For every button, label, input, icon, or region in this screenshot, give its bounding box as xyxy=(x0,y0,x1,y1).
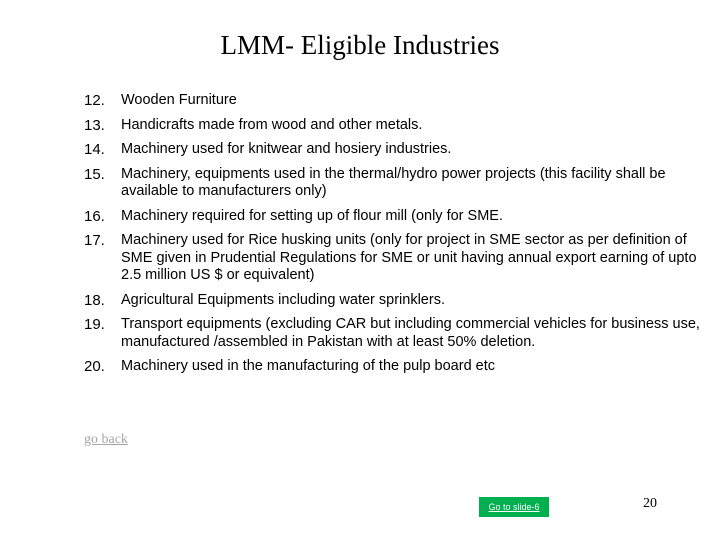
item-number: 19. xyxy=(84,316,105,333)
item-text: Machinery used for Rice husking units (only for project in SME sector as per definition of SME given in Prudential Regulations for SME or unit having annual export earning of upto 2.5 million US $ or equivalent) xyxy=(121,232,697,283)
item-number: 14. xyxy=(84,141,105,158)
item-number: 20. xyxy=(84,358,105,375)
item-number: 16. xyxy=(84,207,105,225)
list-item xyxy=(84,316,704,351)
list-item xyxy=(84,166,704,201)
eligible-industries-list xyxy=(84,92,704,376)
list-item xyxy=(84,292,704,310)
list-item xyxy=(84,117,704,135)
list-item xyxy=(84,232,704,285)
item-text: Machinery used in the manufacturing of the pulp board etc xyxy=(121,358,496,374)
list-item xyxy=(84,92,704,110)
item-number: 17. xyxy=(84,232,105,249)
item-number: 15. xyxy=(84,165,105,183)
item-text: Transport equipments (excluding CAR but including commercial vehicles for business use, manufactured /assembled in Pakistan with at least 50% deletion. xyxy=(121,316,700,350)
list-item xyxy=(84,358,704,376)
item-text: Handicrafts made from wood and other metals. xyxy=(121,116,423,133)
item-text: Machinery used for knitwear and hosiery industries. xyxy=(121,141,452,157)
item-text: Machinery required for setting up of flour mill (only for SME. xyxy=(121,207,503,224)
item-text: Agricultural Equipments including water sprinklers. xyxy=(121,291,445,308)
item-number: 18. xyxy=(84,291,105,309)
item-number: 13. xyxy=(84,116,105,134)
item-text: Machinery, equipments used in the thermal/hydro power projects (this facility shall be available to manufacturers only) xyxy=(121,165,666,199)
item-number: 12. xyxy=(84,92,105,109)
list-item xyxy=(84,208,704,226)
go-to-slide-label: Go to slide-6 xyxy=(488,502,540,512)
page-number: 20 xyxy=(643,496,657,511)
go-to-slide-button[interactable] xyxy=(479,497,549,517)
list-item xyxy=(84,141,704,159)
slide-title: LMM- Eligible Industries xyxy=(220,30,500,60)
go-back-link[interactable]: go back xyxy=(84,432,128,447)
item-text: Wooden Furniture xyxy=(121,92,237,108)
